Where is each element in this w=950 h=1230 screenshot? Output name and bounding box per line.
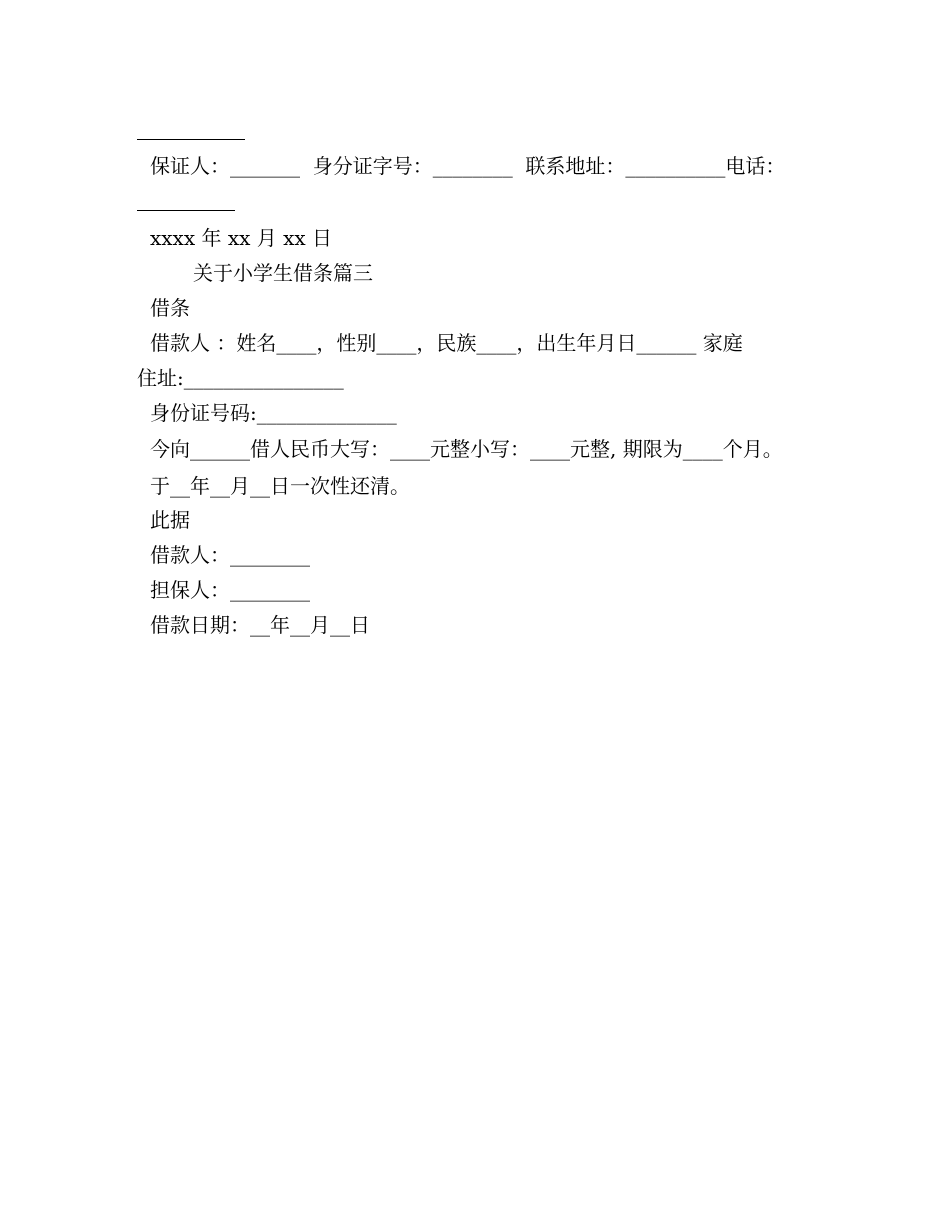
guarantor-signature-line: 担保人：________ bbox=[150, 578, 310, 602]
evidence-text: 此据 bbox=[150, 508, 190, 532]
phone-blank-rule bbox=[137, 210, 235, 211]
date-line: xxxx 年 xx 月 xx 日 bbox=[150, 226, 333, 250]
address-line: 住址:________________ bbox=[137, 366, 344, 390]
section-title: 关于小学生借条篇三 bbox=[193, 261, 373, 285]
loan-amount-line: 今向______借人民币大写：____元整小写：____元整, 期限为____个月。 bbox=[150, 437, 783, 461]
guarantor-line: 保证人：_______ 身分证字号：________ 联系地址：__________电话： bbox=[150, 154, 786, 178]
top-blank-rule bbox=[137, 139, 245, 140]
borrower-info-line: 借款人 ：姓名____，性别____，民族____，出生年月日______ 家庭 bbox=[150, 331, 743, 355]
iou-title: 借条 bbox=[150, 296, 190, 320]
id-number-line: 身份证号码:______________ bbox=[150, 401, 397, 425]
repayment-line: 于__年__月__日一次性还清。 bbox=[150, 474, 410, 498]
borrower-signature-line: 借款人：________ bbox=[150, 543, 310, 567]
loan-date-line: 借款日期：__年__月__日 bbox=[150, 613, 370, 637]
